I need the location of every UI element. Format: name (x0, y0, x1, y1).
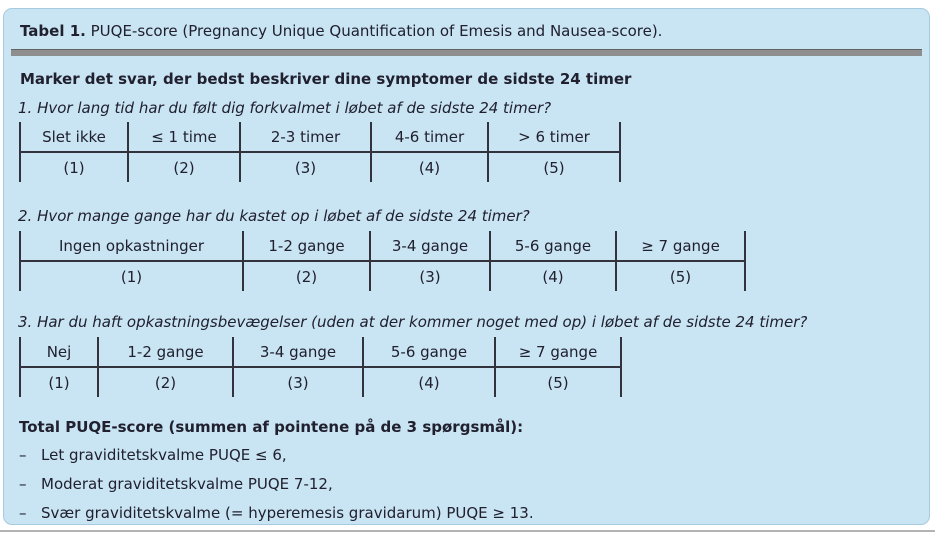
title-divider (11, 49, 922, 56)
severity-item-severe (19, 503, 915, 523)
option-point-cell: (2) (98, 367, 233, 397)
option-point-cell: (4) (363, 367, 495, 397)
dash-bullet: – (19, 504, 27, 522)
option-point-cell: (3) (240, 152, 371, 182)
option-label-cell: 1-2 gange (98, 337, 233, 367)
option-point-cell: (1) (20, 367, 98, 397)
option-label-cell: ≤ 1 time (128, 122, 240, 152)
answer-point-row (20, 261, 745, 291)
option-point-cell: (4) (490, 261, 616, 291)
option-point-cell: (4) (371, 152, 488, 182)
severity-item-moderate (19, 474, 915, 494)
table-title-text: PUQE-score (Pregnancy Unique Quantification of Emesis and Nausea-score). (85, 22, 663, 40)
option-label-cell: 3-4 gange (370, 231, 490, 261)
option-point-cell: (3) (233, 367, 363, 397)
severity-item-text: Svær graviditetskvalme (= hyperemesis gravidarum) PUQE ≥ 13. (41, 504, 534, 522)
answer-label-row (20, 122, 620, 152)
question-3-text: 3. Har du haft opkastningsbevægelser (uden at der kommer noget med op) i løbet af de sidste 24 timer? (18, 313, 808, 331)
answer-label-row (20, 337, 621, 367)
option-label-cell: > 6 timer (488, 122, 620, 152)
option-point-cell: (3) (370, 261, 490, 291)
answer-table-1 (19, 122, 621, 182)
option-label-cell: 5-6 gange (490, 231, 616, 261)
option-label-cell: 4-6 timer (371, 122, 488, 152)
option-point-cell: (5) (488, 152, 620, 182)
dash-bullet: – (19, 475, 27, 493)
option-point-cell: (5) (616, 261, 745, 291)
option-point-cell: (1) (20, 261, 243, 291)
table-title-number: Tabel 1. (20, 22, 86, 40)
question-1-text: 1. Hvor lang tid har du følt dig forkvalmet i løbet af de sidste 24 timer? (18, 99, 552, 117)
answer-table-2 (19, 231, 746, 291)
option-label-cell: Slet ikke (20, 122, 128, 152)
severity-item-text: Let graviditetskvalme PUQE ≤ 6, (41, 446, 287, 464)
instruction-text: Marker det svar, der bedst beskriver dine symptomer de sidste 24 timer (20, 70, 632, 88)
answer-point-row (20, 367, 621, 397)
option-label-cell: 5-6 gange (363, 337, 495, 367)
option-label-cell: 1-2 gange (243, 231, 370, 261)
option-label-cell: Ingen opkastninger (20, 231, 243, 261)
severity-item-mild (19, 445, 915, 465)
answer-table-3 (19, 337, 622, 397)
table-panel (3, 8, 930, 525)
option-label-cell: ≥ 7 gange (616, 231, 745, 261)
option-label-cell: 2-3 timer (240, 122, 371, 152)
total-score-heading: Total PUQE-score (summen af pointene på de 3 spørgsmål): (19, 418, 524, 436)
option-label-cell: 3-4 gange (233, 337, 363, 367)
option-point-cell: (5) (495, 367, 621, 397)
option-label-cell: ≥ 7 gange (495, 337, 621, 367)
option-point-cell: (2) (128, 152, 240, 182)
option-label-cell: Nej (20, 337, 98, 367)
answer-label-row (20, 231, 745, 261)
severity-item-text: Moderat graviditetskvalme PUQE 7-12, (41, 475, 333, 493)
answer-point-row (20, 152, 620, 182)
question-2-text: 2. Hvor mange gange har du kastet op i løbet af de sidste 24 timer? (18, 207, 530, 225)
option-point-cell: (2) (243, 261, 370, 291)
page-bottom-rule (0, 530, 935, 532)
option-point-cell: (1) (20, 152, 128, 182)
table-title (20, 21, 915, 41)
dash-bullet: – (19, 446, 27, 464)
